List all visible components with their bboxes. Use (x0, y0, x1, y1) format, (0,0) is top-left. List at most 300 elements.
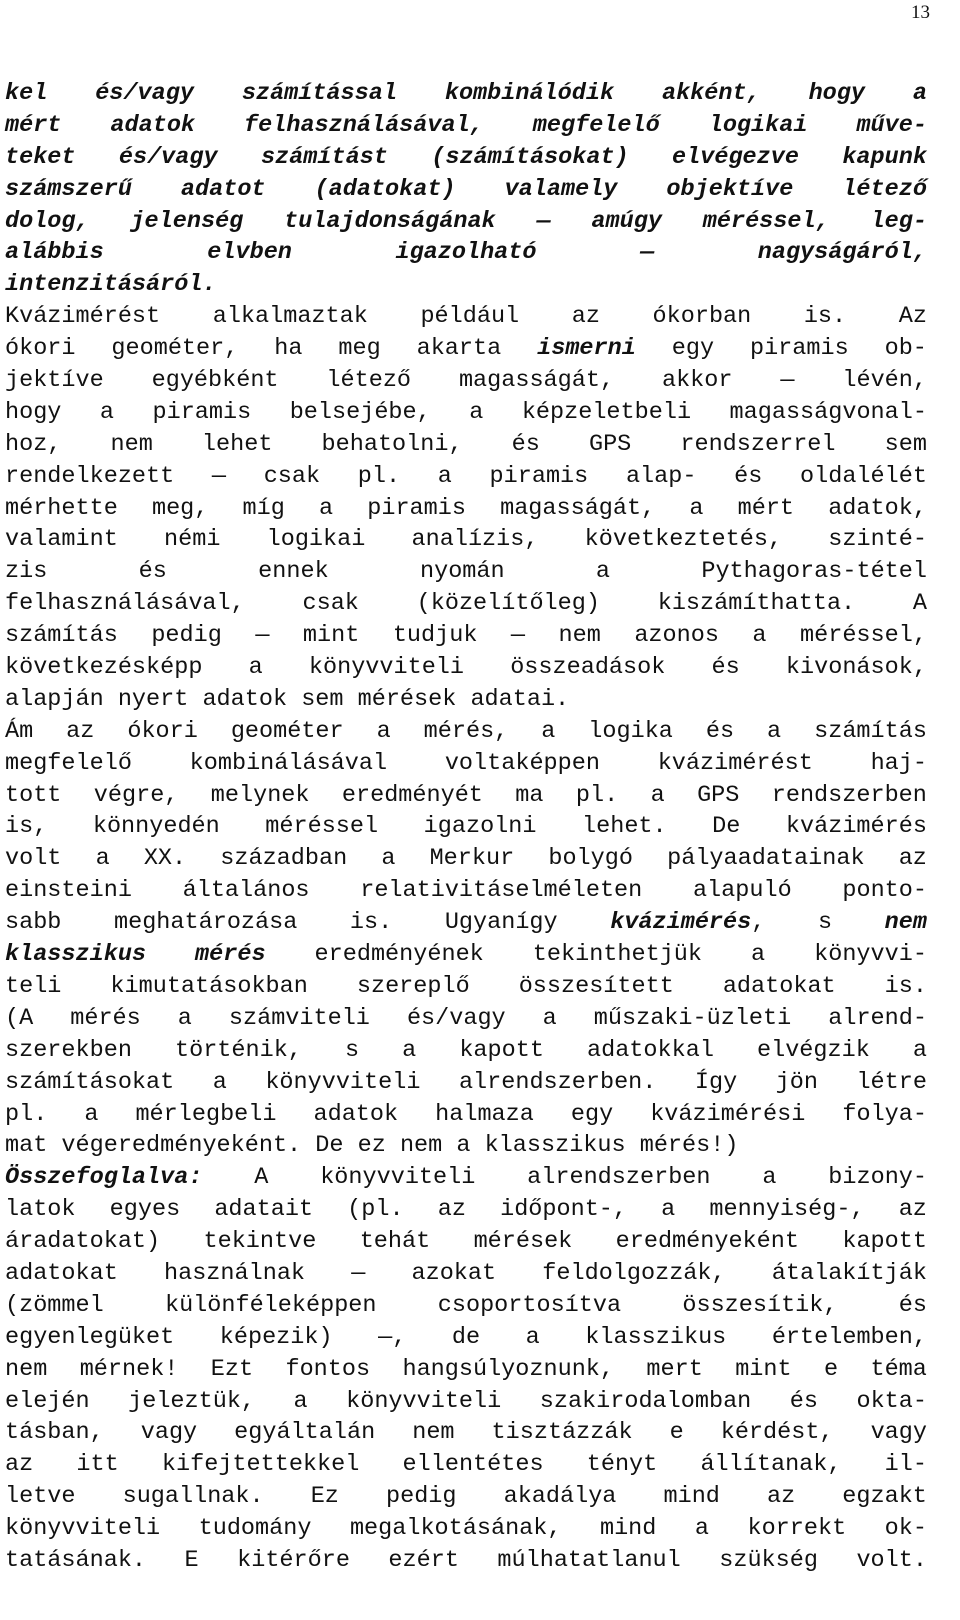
word (314, 1099, 399, 1131)
word-fragment: ismerni (537, 335, 636, 363)
word-fragment: adatok (202, 685, 288, 713)
word (5, 1354, 47, 1386)
word-fragment: eredményét (341, 781, 483, 809)
word-fragment: számszerű (5, 175, 132, 203)
text-line (5, 1290, 927, 1322)
word-fragment: ha (274, 335, 303, 363)
word (885, 333, 927, 365)
word (533, 110, 660, 142)
word-fragment: szükség (719, 1546, 818, 1574)
word-fragment: a (84, 1100, 99, 1128)
word-fragment: kérdést, (720, 1419, 834, 1447)
word (93, 811, 220, 843)
word (626, 461, 697, 493)
word (5, 1449, 33, 1481)
word (504, 1481, 617, 1513)
word-fragment: alapján (5, 685, 104, 713)
word-fragment: nagyságáról, (757, 239, 927, 267)
word-fragment: Merkur (429, 845, 515, 873)
text-line (5, 716, 927, 748)
word (95, 78, 194, 110)
word (709, 1194, 864, 1226)
word-fragment: létező (842, 175, 927, 203)
word-fragment: bolygó (548, 845, 633, 873)
word-fragment: században (220, 845, 348, 873)
word (265, 1067, 420, 1099)
word-fragment: meghatározása (114, 909, 298, 937)
word (871, 1417, 927, 1449)
word-fragment: a (767, 717, 782, 745)
word-fragment: adatok (313, 1100, 399, 1128)
word-fragment: könyvvi- (814, 941, 927, 969)
word (195, 939, 266, 971)
word-fragment: leg- (870, 207, 927, 235)
word (5, 875, 132, 907)
word (5, 365, 104, 397)
word-fragment: a (293, 1387, 308, 1415)
word (730, 397, 927, 429)
word (5, 1194, 76, 1226)
word (5, 843, 61, 875)
word-fragment: is. (803, 303, 847, 331)
word (721, 1417, 834, 1449)
word-fragment: lehet. (582, 813, 667, 841)
text-line (5, 1258, 927, 1290)
word (430, 843, 515, 875)
word (249, 652, 263, 684)
word-fragment: fontos (285, 1355, 371, 1383)
word (367, 493, 466, 525)
word (274, 333, 302, 365)
word (459, 365, 614, 397)
word-fragment: (pl. (347, 1196, 404, 1224)
word-fragment: míg (242, 494, 285, 522)
word-fragment: számítás (814, 717, 927, 745)
word-fragment: könyvviteli (346, 1387, 502, 1415)
word (5, 269, 217, 301)
word-fragment: a (541, 717, 556, 745)
word-fragment: és/vagy (95, 80, 194, 107)
text-line (5, 365, 927, 397)
word-fragment: szereplő (356, 972, 470, 1000)
word-fragment: alkalmaztak (212, 303, 368, 331)
word-fragment: hogy (808, 80, 865, 107)
word (294, 1386, 308, 1418)
word (697, 780, 739, 812)
word (5, 333, 76, 365)
word-fragment: összesített (518, 972, 674, 1000)
word (139, 556, 167, 588)
word (5, 301, 160, 333)
text-line (5, 684, 927, 716)
text-line (5, 524, 927, 556)
word (780, 365, 794, 397)
word-fragment: E (184, 1546, 199, 1574)
word-fragment: tott (5, 781, 62, 809)
word-fragment: és (705, 717, 735, 745)
text-line (5, 1226, 927, 1258)
word-fragment: Pythagoras-tétel (701, 558, 927, 586)
word (377, 716, 391, 748)
text-line (5, 939, 927, 971)
word-fragment: alap- (625, 462, 697, 490)
word (828, 493, 927, 525)
word (456, 1130, 470, 1162)
word (267, 524, 366, 556)
word (767, 716, 781, 748)
word-fragment: (közelítőleg) (416, 590, 600, 618)
word-fragment: számításokat (5, 1068, 175, 1096)
word-fragment: nem (412, 1419, 455, 1447)
word-fragment: csak (263, 462, 321, 490)
word (666, 174, 793, 206)
word-fragment: az (437, 1196, 466, 1224)
word (164, 1258, 305, 1290)
word (213, 1067, 227, 1099)
word-fragment: ókorban (652, 303, 752, 331)
word (452, 1322, 480, 1354)
word-fragment: adatok (110, 111, 196, 139)
word-fragment: és/vagy (118, 143, 218, 171)
word (682, 1290, 837, 1322)
word-fragment: tekintve (203, 1228, 317, 1256)
word (346, 1386, 501, 1418)
word-fragment: klasszikus (484, 1132, 626, 1160)
text-line (5, 206, 927, 238)
word-fragment: a (694, 1515, 709, 1543)
word (576, 780, 618, 812)
word (211, 780, 310, 812)
word (231, 716, 344, 748)
word-fragment: a (752, 622, 767, 650)
word (111, 429, 153, 461)
word-fragment: bizony- (828, 1164, 927, 1192)
word (856, 110, 927, 142)
word (5, 1481, 76, 1513)
word (5, 1322, 174, 1354)
word (664, 1481, 720, 1513)
word-fragment: — (255, 622, 270, 650)
text-line (5, 875, 927, 907)
word (585, 1322, 726, 1354)
word (5, 206, 90, 238)
word (285, 1354, 370, 1386)
word (856, 1067, 927, 1099)
text-line (5, 780, 927, 812)
text-line (5, 556, 927, 588)
word-fragment: s (344, 1036, 360, 1064)
word-fragment: nem (399, 1132, 443, 1160)
word (135, 1099, 276, 1131)
word-fragment: számítást (260, 143, 388, 171)
page-number: 13 (911, 2, 930, 23)
word-fragment: e (823, 1355, 839, 1383)
word-fragment: használnak (164, 1259, 306, 1287)
word (5, 1003, 33, 1035)
word (712, 652, 740, 684)
word-fragment: értelemben, (771, 1323, 927, 1351)
word (5, 1258, 118, 1290)
word-fragment: a (650, 781, 665, 809)
word-fragment: objektíve (666, 175, 794, 203)
word-fragment: ez (357, 1132, 386, 1160)
word-fragment: Ugyanígy (444, 909, 558, 937)
word (417, 588, 600, 620)
word (616, 1226, 799, 1258)
word (144, 843, 186, 875)
word (350, 1513, 562, 1545)
word (646, 1354, 702, 1386)
word (490, 461, 589, 493)
word-fragment: tulajdonságának (284, 207, 496, 235)
word-fragment: belsejébe, (289, 398, 431, 426)
word (527, 1162, 710, 1194)
word-fragment: némi (164, 526, 221, 554)
word-fragment: csoportosítva (437, 1291, 622, 1319)
word-fragment: szakirodalomban (539, 1387, 752, 1415)
word (662, 365, 733, 397)
word (469, 397, 483, 429)
word (152, 493, 208, 525)
word (505, 174, 618, 206)
word (290, 397, 431, 429)
word-fragment: a (912, 1036, 927, 1064)
word (5, 1099, 47, 1131)
word-fragment: egy (671, 335, 715, 363)
word-fragment: múlhatatlanul (497, 1546, 681, 1574)
word-fragment: felhasználásával, (244, 111, 484, 139)
word-fragment: a (661, 1196, 676, 1224)
word-fragment: alrendszerben (527, 1164, 711, 1192)
word-fragment: geométer, (111, 335, 239, 363)
word-fragment: klasszikus (585, 1323, 727, 1351)
word (828, 1003, 927, 1035)
word-fragment: az (898, 845, 927, 873)
text-line (5, 811, 927, 843)
word-fragment: például (420, 303, 520, 331)
word-fragment: sem (301, 685, 344, 713)
word (485, 1130, 626, 1162)
word-fragment: méréssel, (800, 622, 927, 650)
word (5, 684, 104, 716)
word (128, 1386, 255, 1418)
word (751, 939, 765, 971)
word-fragment: szerekben (5, 1036, 132, 1064)
word-fragment: ókori (127, 717, 198, 745)
word-fragment: geométer (230, 717, 344, 745)
word-fragment: Összefoglalva: (5, 1164, 203, 1192)
word-fragment: mérések (473, 1228, 573, 1256)
word (559, 620, 601, 652)
text-line (5, 493, 927, 525)
word (165, 1290, 377, 1322)
word (127, 716, 198, 748)
word (651, 780, 665, 812)
word-fragment: nem (5, 1355, 48, 1383)
text-line (5, 301, 927, 333)
word-fragment: a (762, 1164, 777, 1192)
word (84, 1099, 98, 1131)
word (5, 588, 245, 620)
word-fragment: meg (338, 335, 381, 363)
word-fragment: De (712, 813, 741, 841)
word-fragment: is, (5, 813, 48, 841)
word-fragment: rendelkezett (5, 462, 175, 490)
word-fragment: a (595, 558, 611, 586)
word-fragment: egyébként (151, 367, 279, 395)
word-fragment: eredményének (314, 941, 484, 969)
word-fragment: mérés (195, 941, 266, 969)
word (587, 1035, 714, 1067)
word-fragment: itt (76, 1451, 119, 1479)
word-fragment: egyenlegüket (5, 1323, 175, 1351)
word (119, 142, 218, 174)
word-fragment: jön (775, 1068, 818, 1096)
word (680, 429, 835, 461)
word (258, 556, 329, 588)
word-fragment: sem (884, 430, 927, 458)
word-fragment: végre, (93, 781, 179, 809)
word (315, 1130, 343, 1162)
word (5, 1162, 202, 1194)
word (536, 206, 550, 238)
word-fragment: a (469, 398, 484, 426)
word (388, 1545, 459, 1577)
word (311, 1481, 339, 1513)
word (5, 142, 76, 174)
word (438, 1194, 466, 1226)
word-fragment: haj- (870, 749, 927, 777)
word (100, 397, 114, 429)
word (360, 875, 642, 907)
word (5, 524, 118, 556)
word (587, 1449, 658, 1481)
word (719, 1545, 818, 1577)
word-fragment: a (248, 654, 263, 682)
word-fragment: számviteli (228, 1004, 370, 1032)
word (254, 1162, 268, 1194)
word-fragment: kvázimérés (785, 813, 927, 841)
word (474, 1226, 573, 1258)
word-fragment: kivonások, (785, 654, 927, 682)
word (5, 1067, 174, 1099)
word (5, 1545, 146, 1577)
word-fragment: az (767, 1483, 796, 1511)
word (653, 301, 752, 333)
word (284, 206, 496, 238)
word (181, 174, 266, 206)
word-fragment: a (689, 494, 704, 522)
word (548, 843, 633, 875)
word (459, 1067, 656, 1099)
word (118, 684, 189, 716)
word-fragment: műve- (856, 111, 927, 139)
word-fragment: összesítik, (682, 1291, 838, 1319)
word (828, 1162, 927, 1194)
word (776, 1067, 818, 1099)
word-fragment: alrend- (828, 1004, 927, 1032)
word (264, 461, 320, 493)
word-fragment: mért (5, 111, 62, 139)
word (5, 620, 118, 652)
word-fragment: rendszerben (771, 781, 927, 809)
word (913, 588, 927, 620)
word-fragment: a (751, 941, 766, 969)
text-line (5, 1449, 927, 1481)
word-fragment: elvégezve (672, 143, 799, 171)
word (700, 1449, 841, 1481)
word-fragment: nem (884, 909, 927, 937)
word (762, 1162, 776, 1194)
word (412, 1417, 454, 1449)
word (500, 1194, 627, 1226)
word-fragment: voltaképpen (444, 749, 600, 777)
word-fragment: állítanak, (700, 1451, 842, 1479)
word-fragment: és (734, 462, 763, 490)
word-fragment: végeredményeként. (61, 1132, 302, 1160)
word-fragment: rendszerrel (680, 430, 836, 458)
word-fragment: megalkotásának, (349, 1515, 562, 1543)
word (712, 811, 740, 843)
word (804, 301, 846, 333)
word-fragment: Ám (5, 717, 34, 745)
word-fragment: piramis (749, 335, 849, 363)
word-fragment: adatai. (470, 685, 570, 713)
word-fragment: ókori (5, 335, 76, 363)
word-fragment: felhasználásával, (5, 590, 245, 618)
word-fragment: képezik) (219, 1323, 333, 1351)
word-fragment: Ez (310, 1483, 339, 1511)
word (229, 1003, 370, 1035)
word-fragment: ok- (884, 1515, 927, 1543)
word (94, 780, 179, 812)
text-line (5, 397, 927, 429)
word-fragment: adatokat (722, 972, 836, 1000)
word-fragment: kapunk (842, 143, 927, 171)
word-fragment: mennyiség-, (709, 1196, 865, 1224)
word-fragment: az (898, 1196, 927, 1224)
word-fragment: (A (5, 1004, 34, 1032)
word-fragment: számítással (241, 80, 397, 107)
word (242, 78, 397, 110)
word (828, 524, 927, 556)
word-fragment: — (640, 239, 655, 267)
word (185, 1545, 199, 1577)
word (431, 142, 628, 174)
word (420, 556, 505, 588)
word-fragment: mint (735, 1355, 792, 1383)
word-fragment: letve (5, 1483, 76, 1511)
word-fragment: alrendszerben. (458, 1068, 657, 1096)
word-fragment: egyes (109, 1196, 181, 1224)
word-fragment: zis (5, 558, 48, 586)
word (786, 811, 927, 843)
word (790, 1386, 818, 1418)
text-line (5, 429, 927, 461)
word-fragment: egyáltalán (234, 1419, 376, 1447)
word (438, 461, 452, 493)
word (123, 1481, 264, 1513)
word (5, 237, 104, 269)
word-fragment: mérések (357, 685, 457, 713)
text-line (5, 1545, 927, 1577)
word-fragment: akadálya (503, 1483, 617, 1511)
word (435, 1099, 534, 1131)
word-fragment: kifejtettekkel (161, 1451, 360, 1479)
word (750, 333, 849, 365)
word (400, 1130, 442, 1162)
word (537, 333, 636, 365)
